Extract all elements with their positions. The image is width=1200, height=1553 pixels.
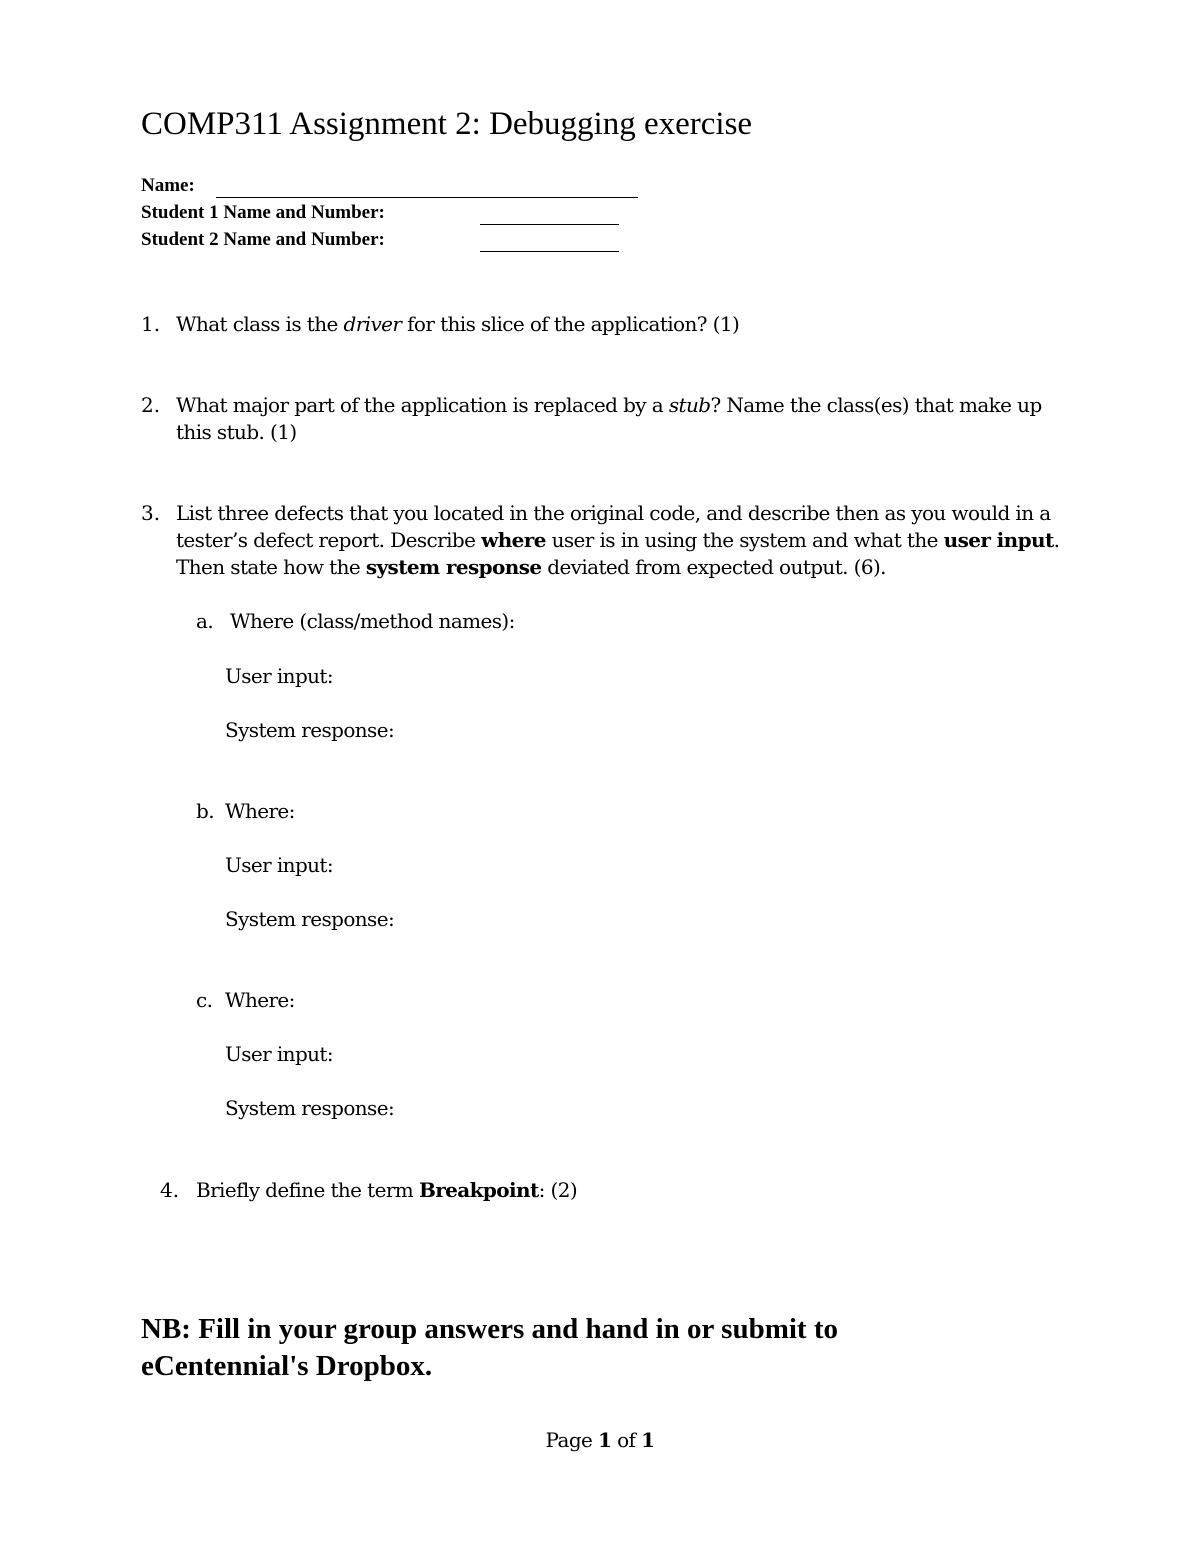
q3a-where: Where (class/method names): [230,609,515,633]
name-label: Name: [141,175,195,196]
q3-number: 3. [141,501,161,525]
q3b-system-response: System response: [225,907,395,931]
q1-number: 1. [141,312,161,336]
q3-text-line1: List three defects that you located in the original code, and describe then as you would in a [176,501,1051,525]
q3a-user-input: User input: [225,664,334,688]
student2-field-line[interactable] [480,251,619,252]
student1-label: Student 1 Name and Number: [141,202,385,223]
q3c-user-input: User input: [225,1042,334,1066]
page-footer: Page 1 of 1 [545,1428,655,1452]
q3-text-line2: tester’s defect report. Describe where user is in using the system and what the user input. [176,528,1060,552]
q3b-where: Where: [225,799,295,823]
q2-text-line2: this stub. (1) [176,420,297,444]
q1-text: What class is the driver for this slice of the application? (1) [176,312,740,336]
q3c-system-response: System response: [225,1096,395,1120]
q4-number: 4. [160,1178,180,1202]
q3b-letter: b. [196,799,214,823]
student2-label: Student 2 Name and Number: [141,229,385,250]
submission-note [141,1311,961,1385]
q2-number: 2. [141,393,161,417]
document-title: COMP311 Assignment 2: Debugging exercise [141,106,753,142]
q4-text: Briefly define the term Breakpoint: (2) [196,1178,578,1202]
q3-text-line3: Then state how the system response deviated from expected output. (6). [176,555,886,579]
student1-field-line[interactable] [480,224,619,225]
q2-text-line1: What major part of the application is replaced by a stub? Name the class(es) that make up [176,393,1042,417]
q3c-where: Where: [225,988,295,1012]
q3c-letter: c. [196,988,213,1012]
q3a-letter: a. [196,609,214,633]
name-field-line[interactable] [216,197,638,198]
submission-note-line1: NB: Fill in your group answers and hand in or submit to [141,1313,838,1345]
q3b-user-input: User input: [225,853,334,877]
q3a-system-response: System response: [225,718,395,742]
submission-note-line2: eCentennial's Dropbox. [141,1350,433,1382]
